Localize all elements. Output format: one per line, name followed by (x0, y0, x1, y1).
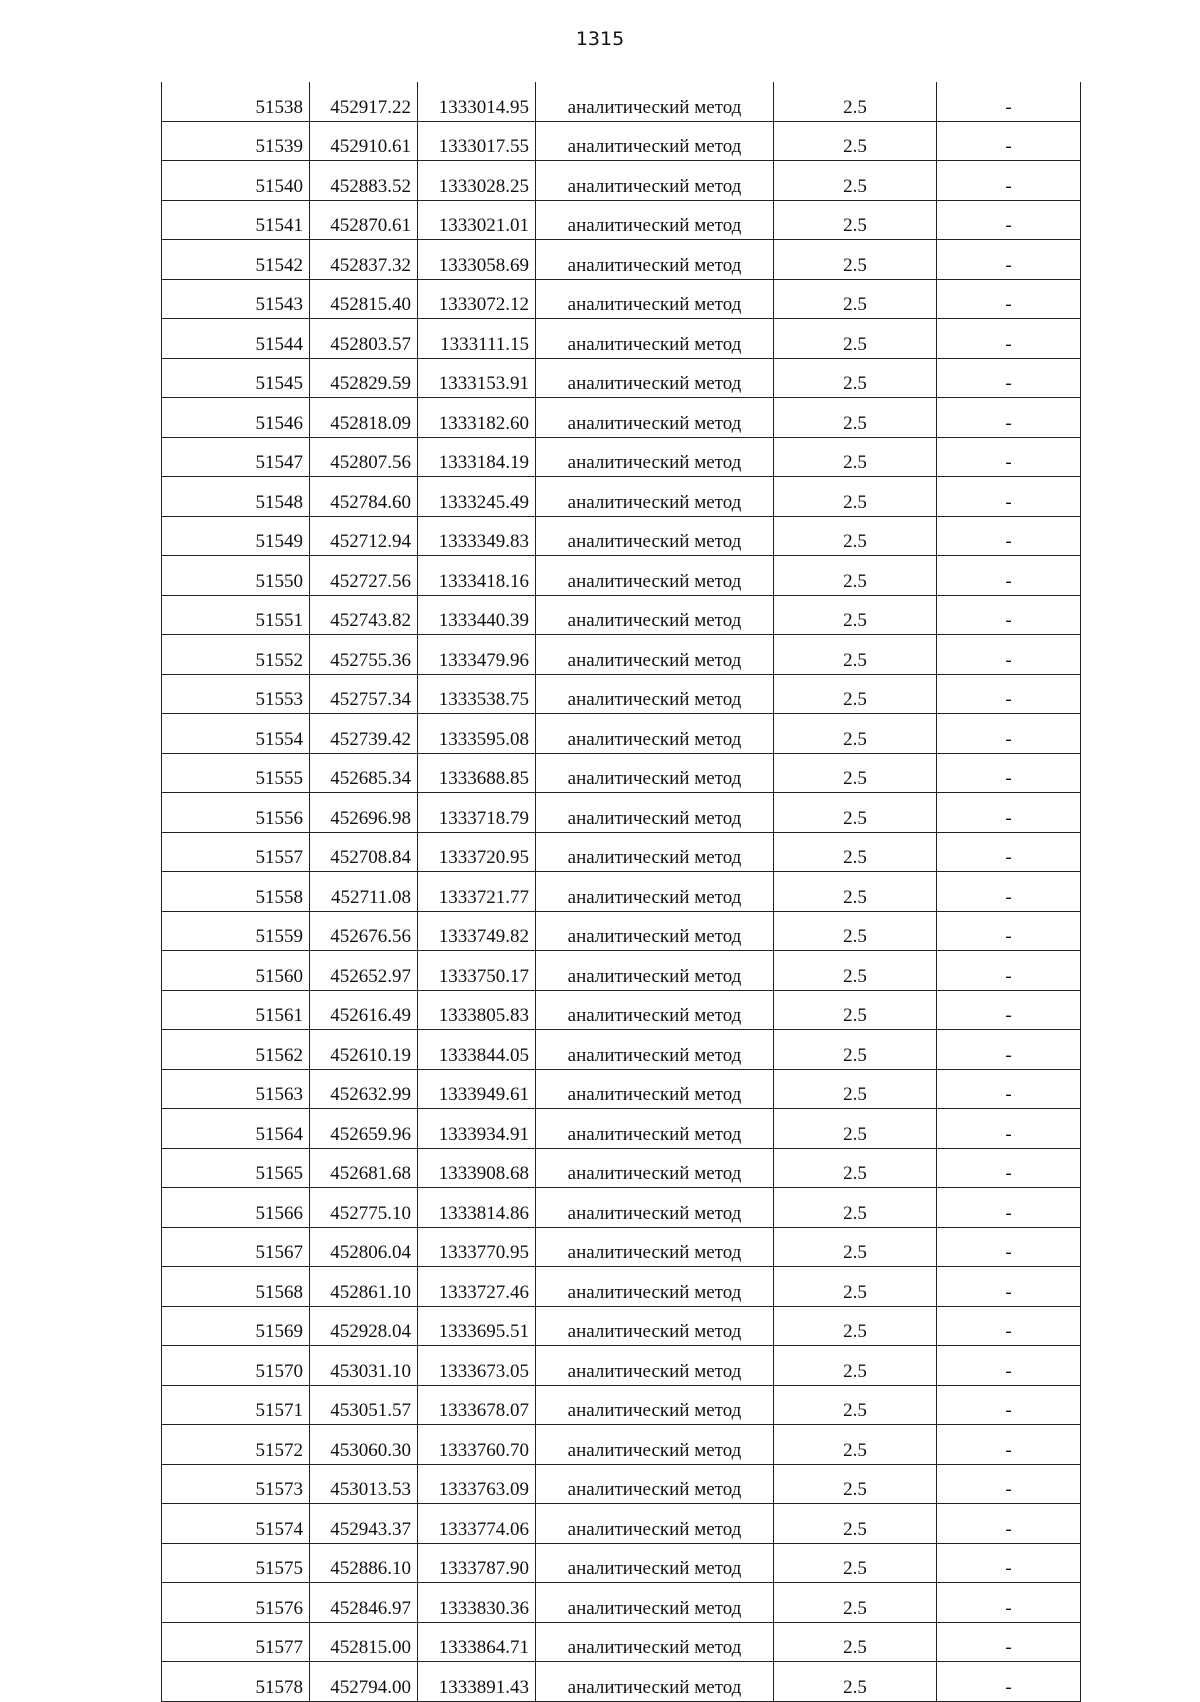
point-number-cell: 51540 (162, 161, 310, 201)
point-number-cell: 51567 (162, 1227, 310, 1267)
x-coordinate-cell: 452775.10 (310, 1188, 418, 1228)
table-row (162, 121, 1081, 161)
x-coordinate-cell: 452928.04 (310, 1306, 418, 1346)
y-coordinate-cell: 1333718.79 (418, 793, 536, 833)
table-row (162, 240, 1081, 280)
x-coordinate-cell: 452807.56 (310, 437, 418, 477)
x-coordinate-cell: 452659.96 (310, 1109, 418, 1149)
y-coordinate-cell: 1333721.77 (418, 872, 536, 912)
point-number-cell: 51569 (162, 1306, 310, 1346)
table-row (162, 1148, 1081, 1188)
y-coordinate-cell: 1333017.55 (418, 121, 536, 161)
method-cell: аналитический метод (536, 1069, 774, 1109)
y-coordinate-cell: 1333153.91 (418, 358, 536, 398)
note-cell: - (937, 911, 1081, 951)
point-number-cell: 51575 (162, 1543, 310, 1583)
method-cell: аналитический метод (536, 714, 774, 754)
point-number-cell: 51556 (162, 793, 310, 833)
note-cell: - (937, 595, 1081, 635)
method-cell: аналитический метод (536, 161, 774, 201)
method-cell: аналитический метод (536, 1227, 774, 1267)
x-coordinate-cell: 452743.82 (310, 595, 418, 635)
point-number-cell: 51547 (162, 437, 310, 477)
x-coordinate-cell: 452803.57 (310, 319, 418, 359)
x-coordinate-cell: 452685.34 (310, 753, 418, 793)
note-cell: - (937, 1109, 1081, 1149)
table-row (162, 319, 1081, 359)
accuracy-cell: 2.5 (774, 319, 937, 359)
method-cell: аналитический метод (536, 1267, 774, 1307)
y-coordinate-cell: 1333830.36 (418, 1583, 536, 1623)
note-cell: - (937, 753, 1081, 793)
note-cell: - (937, 1267, 1081, 1307)
page-number: 1315 (575, 28, 625, 50)
y-coordinate-cell: 1333695.51 (418, 1306, 536, 1346)
x-coordinate-cell: 453031.10 (310, 1346, 418, 1386)
table-row (162, 556, 1081, 596)
accuracy-cell: 2.5 (774, 1188, 937, 1228)
method-cell: аналитический метод (536, 753, 774, 793)
point-number-cell: 51557 (162, 832, 310, 872)
point-number-cell: 51544 (162, 319, 310, 359)
accuracy-cell: 2.5 (774, 753, 937, 793)
note-cell: - (937, 477, 1081, 517)
table-row (162, 1109, 1081, 1149)
y-coordinate-cell: 1333418.16 (418, 556, 536, 596)
note-cell: - (937, 279, 1081, 319)
x-coordinate-cell: 452757.34 (310, 674, 418, 714)
accuracy-cell: 2.5 (774, 1504, 937, 1544)
x-coordinate-cell: 453060.30 (310, 1425, 418, 1465)
point-number-cell: 51546 (162, 398, 310, 438)
x-coordinate-cell: 452870.61 (310, 200, 418, 240)
accuracy-cell: 2.5 (774, 911, 937, 951)
method-cell: аналитический метод (536, 595, 774, 635)
accuracy-cell: 2.5 (774, 674, 937, 714)
y-coordinate-cell: 1333021.01 (418, 200, 536, 240)
note-cell: - (937, 1662, 1081, 1702)
table-row (162, 516, 1081, 556)
accuracy-cell: 2.5 (774, 1346, 937, 1386)
point-number-cell: 51553 (162, 674, 310, 714)
accuracy-cell: 2.5 (774, 161, 937, 201)
accuracy-cell: 2.5 (774, 1109, 937, 1149)
accuracy-cell: 2.5 (774, 437, 937, 477)
table-row (162, 1267, 1081, 1307)
table-row (162, 1464, 1081, 1504)
method-cell: аналитический метод (536, 990, 774, 1030)
y-coordinate-cell: 1333349.83 (418, 516, 536, 556)
x-coordinate-cell: 452818.09 (310, 398, 418, 438)
table-row (162, 398, 1081, 438)
accuracy-cell: 2.5 (774, 477, 937, 517)
table-row (162, 714, 1081, 754)
table-row (162, 832, 1081, 872)
note-cell: - (937, 714, 1081, 754)
method-cell: аналитический метод (536, 1425, 774, 1465)
point-number-cell: 51539 (162, 121, 310, 161)
method-cell: аналитический метод (536, 951, 774, 991)
point-number-cell: 51572 (162, 1425, 310, 1465)
table-row (162, 82, 1081, 121)
table-row (162, 477, 1081, 517)
point-number-cell: 51554 (162, 714, 310, 754)
table-row (162, 200, 1081, 240)
x-coordinate-cell: 452910.61 (310, 121, 418, 161)
x-coordinate-cell: 452610.19 (310, 1030, 418, 1070)
note-cell: - (937, 358, 1081, 398)
x-coordinate-cell: 453013.53 (310, 1464, 418, 1504)
accuracy-cell: 2.5 (774, 556, 937, 596)
method-cell: аналитический метод (536, 1543, 774, 1583)
y-coordinate-cell: 1333864.71 (418, 1622, 536, 1662)
table-row (162, 279, 1081, 319)
x-coordinate-cell: 452696.98 (310, 793, 418, 833)
y-coordinate-cell: 1333774.06 (418, 1504, 536, 1544)
table-row (162, 1227, 1081, 1267)
accuracy-cell: 2.5 (774, 1227, 937, 1267)
y-coordinate-cell: 1333479.96 (418, 635, 536, 675)
table-row (162, 1069, 1081, 1109)
method-cell: аналитический метод (536, 1188, 774, 1228)
point-number-cell: 51545 (162, 358, 310, 398)
point-number-cell: 51542 (162, 240, 310, 280)
x-coordinate-cell: 452652.97 (310, 951, 418, 991)
table-row (162, 1346, 1081, 1386)
table-row (162, 1425, 1081, 1465)
accuracy-cell: 2.5 (774, 516, 937, 556)
note-cell: - (937, 1346, 1081, 1386)
x-coordinate-cell: 452755.36 (310, 635, 418, 675)
note-cell: - (937, 1425, 1081, 1465)
point-number-cell: 51543 (162, 279, 310, 319)
note-cell: - (937, 1148, 1081, 1188)
table-row (162, 437, 1081, 477)
accuracy-cell: 2.5 (774, 595, 937, 635)
method-cell: аналитический метод (536, 240, 774, 280)
y-coordinate-cell: 1333760.70 (418, 1425, 536, 1465)
table-row (162, 753, 1081, 793)
method-cell: аналитический метод (536, 477, 774, 517)
x-coordinate-cell: 452815.00 (310, 1622, 418, 1662)
y-coordinate-cell: 1333014.95 (418, 82, 536, 121)
y-coordinate-cell: 1333805.83 (418, 990, 536, 1030)
y-coordinate-cell: 1333949.61 (418, 1069, 536, 1109)
note-cell: - (937, 121, 1081, 161)
point-number-cell: 51571 (162, 1385, 310, 1425)
table-row (162, 1583, 1081, 1623)
x-coordinate-cell: 452846.97 (310, 1583, 418, 1623)
method-cell: аналитический метод (536, 1148, 774, 1188)
y-coordinate-cell: 1333673.05 (418, 1346, 536, 1386)
point-number-cell: 51548 (162, 477, 310, 517)
note-cell: - (937, 793, 1081, 833)
point-number-cell: 51538 (162, 82, 310, 121)
accuracy-cell: 2.5 (774, 358, 937, 398)
table-row (162, 911, 1081, 951)
note-cell: - (937, 556, 1081, 596)
x-coordinate-cell: 452711.08 (310, 872, 418, 912)
accuracy-cell: 2.5 (774, 279, 937, 319)
point-number-cell: 51574 (162, 1504, 310, 1544)
accuracy-cell: 2.5 (774, 1464, 937, 1504)
note-cell: - (937, 516, 1081, 556)
accuracy-cell: 2.5 (774, 1267, 937, 1307)
point-number-cell: 51573 (162, 1464, 310, 1504)
accuracy-cell: 2.5 (774, 1385, 937, 1425)
y-coordinate-cell: 1333844.05 (418, 1030, 536, 1070)
y-coordinate-cell: 1333891.43 (418, 1662, 536, 1702)
note-cell: - (937, 1583, 1081, 1623)
y-coordinate-cell: 1333182.60 (418, 398, 536, 438)
x-coordinate-cell: 452815.40 (310, 279, 418, 319)
accuracy-cell: 2.5 (774, 990, 937, 1030)
y-coordinate-cell: 1333184.19 (418, 437, 536, 477)
y-coordinate-cell: 1333770.95 (418, 1227, 536, 1267)
accuracy-cell: 2.5 (774, 121, 937, 161)
note-cell: - (937, 200, 1081, 240)
y-coordinate-cell: 1333678.07 (418, 1385, 536, 1425)
table-row (162, 635, 1081, 675)
method-cell: аналитический метод (536, 674, 774, 714)
accuracy-cell: 2.5 (774, 832, 937, 872)
point-number-cell: 51566 (162, 1188, 310, 1228)
accuracy-cell: 2.5 (774, 1425, 937, 1465)
point-number-cell: 51570 (162, 1346, 310, 1386)
point-number-cell: 51550 (162, 556, 310, 596)
point-number-cell: 51541 (162, 200, 310, 240)
table-row (162, 358, 1081, 398)
accuracy-cell: 2.5 (774, 951, 937, 991)
table-row (162, 1662, 1081, 1702)
y-coordinate-cell: 1333688.85 (418, 753, 536, 793)
method-cell: аналитический метод (536, 1662, 774, 1702)
method-cell: аналитический метод (536, 1622, 774, 1662)
x-coordinate-cell: 453051.57 (310, 1385, 418, 1425)
accuracy-cell: 2.5 (774, 1543, 937, 1583)
note-cell: - (937, 1030, 1081, 1070)
accuracy-cell: 2.5 (774, 1583, 937, 1623)
note-cell: - (937, 240, 1081, 280)
table-row (162, 1306, 1081, 1346)
method-cell: аналитический метод (536, 911, 774, 951)
point-number-cell: 51549 (162, 516, 310, 556)
point-number-cell: 51559 (162, 911, 310, 951)
y-coordinate-cell: 1333072.12 (418, 279, 536, 319)
y-coordinate-cell: 1333720.95 (418, 832, 536, 872)
table-row (162, 990, 1081, 1030)
accuracy-cell: 2.5 (774, 872, 937, 912)
table-row (162, 793, 1081, 833)
accuracy-cell: 2.5 (774, 1030, 937, 1070)
note-cell: - (937, 398, 1081, 438)
accuracy-cell: 2.5 (774, 398, 937, 438)
accuracy-cell: 2.5 (774, 1662, 937, 1702)
note-cell: - (937, 872, 1081, 912)
y-coordinate-cell: 1333763.09 (418, 1464, 536, 1504)
x-coordinate-cell: 452681.68 (310, 1148, 418, 1188)
method-cell: аналитический метод (536, 121, 774, 161)
method-cell: аналитический метод (536, 1385, 774, 1425)
y-coordinate-cell: 1333749.82 (418, 911, 536, 951)
method-cell: аналитический метод (536, 1346, 774, 1386)
accuracy-cell: 2.5 (774, 240, 937, 280)
table-row (162, 1622, 1081, 1662)
x-coordinate-cell: 452739.42 (310, 714, 418, 754)
x-coordinate-cell: 452784.60 (310, 477, 418, 517)
y-coordinate-cell: 1333245.49 (418, 477, 536, 517)
y-coordinate-cell: 1333814.86 (418, 1188, 536, 1228)
table-row (162, 674, 1081, 714)
y-coordinate-cell: 1333538.75 (418, 674, 536, 714)
accuracy-cell: 2.5 (774, 1622, 937, 1662)
x-coordinate-cell: 452632.99 (310, 1069, 418, 1109)
point-number-cell: 51558 (162, 872, 310, 912)
x-coordinate-cell: 452943.37 (310, 1504, 418, 1544)
method-cell: аналитический метод (536, 82, 774, 121)
accuracy-cell: 2.5 (774, 635, 937, 675)
point-number-cell: 51565 (162, 1148, 310, 1188)
method-cell: аналитический метод (536, 200, 774, 240)
method-cell: аналитический метод (536, 279, 774, 319)
y-coordinate-cell: 1333595.08 (418, 714, 536, 754)
point-number-cell: 51551 (162, 595, 310, 635)
point-number-cell: 51555 (162, 753, 310, 793)
note-cell: - (937, 951, 1081, 991)
point-number-cell: 51564 (162, 1109, 310, 1149)
accuracy-cell: 2.5 (774, 1069, 937, 1109)
note-cell: - (937, 674, 1081, 714)
y-coordinate-cell: 1333908.68 (418, 1148, 536, 1188)
method-cell: аналитический метод (536, 1583, 774, 1623)
y-coordinate-cell: 1333440.39 (418, 595, 536, 635)
accuracy-cell: 2.5 (774, 200, 937, 240)
method-cell: аналитический метод (536, 556, 774, 596)
table-row (162, 1504, 1081, 1544)
note-cell: - (937, 1227, 1081, 1267)
note-cell: - (937, 1306, 1081, 1346)
table-row (162, 161, 1081, 201)
note-cell: - (937, 1543, 1081, 1583)
x-coordinate-cell: 452837.32 (310, 240, 418, 280)
method-cell: аналитический метод (536, 872, 774, 912)
note-cell: - (937, 1385, 1081, 1425)
note-cell: - (937, 161, 1081, 201)
table-row (162, 872, 1081, 912)
table-row (162, 1385, 1081, 1425)
point-number-cell: 51552 (162, 635, 310, 675)
method-cell: аналитический метод (536, 1306, 774, 1346)
accuracy-cell: 2.5 (774, 82, 937, 121)
note-cell: - (937, 1622, 1081, 1662)
y-coordinate-cell: 1333750.17 (418, 951, 536, 991)
note-cell: - (937, 319, 1081, 359)
y-coordinate-cell: 1333727.46 (418, 1267, 536, 1307)
x-coordinate-cell: 452676.56 (310, 911, 418, 951)
x-coordinate-cell: 452886.10 (310, 1543, 418, 1583)
x-coordinate-cell: 452883.52 (310, 161, 418, 201)
coordinates-table (161, 82, 1081, 1702)
y-coordinate-cell: 1333058.69 (418, 240, 536, 280)
method-cell: аналитический метод (536, 832, 774, 872)
x-coordinate-cell: 452917.22 (310, 82, 418, 121)
method-cell: аналитический метод (536, 793, 774, 833)
table-row (162, 1030, 1081, 1070)
y-coordinate-cell: 1333028.25 (418, 161, 536, 201)
y-coordinate-cell: 1333934.91 (418, 1109, 536, 1149)
y-coordinate-cell: 1333111.15 (418, 319, 536, 359)
note-cell: - (937, 82, 1081, 121)
accuracy-cell: 2.5 (774, 1148, 937, 1188)
note-cell: - (937, 1464, 1081, 1504)
point-number-cell: 51577 (162, 1622, 310, 1662)
method-cell: аналитический метод (536, 1109, 774, 1149)
x-coordinate-cell: 452616.49 (310, 990, 418, 1030)
method-cell: аналитический метод (536, 1504, 774, 1544)
accuracy-cell: 2.5 (774, 1306, 937, 1346)
x-coordinate-cell: 452861.10 (310, 1267, 418, 1307)
point-number-cell: 51560 (162, 951, 310, 991)
table-row (162, 595, 1081, 635)
method-cell: аналитический метод (536, 516, 774, 556)
method-cell: аналитический метод (536, 437, 774, 477)
point-number-cell: 51562 (162, 1030, 310, 1070)
note-cell: - (937, 1188, 1081, 1228)
note-cell: - (937, 635, 1081, 675)
point-number-cell: 51568 (162, 1267, 310, 1307)
method-cell: аналитический метод (536, 1030, 774, 1070)
y-coordinate-cell: 1333787.90 (418, 1543, 536, 1583)
point-number-cell: 51561 (162, 990, 310, 1030)
accuracy-cell: 2.5 (774, 793, 937, 833)
x-coordinate-cell: 452712.94 (310, 516, 418, 556)
note-cell: - (937, 832, 1081, 872)
note-cell: - (937, 437, 1081, 477)
x-coordinate-cell: 452829.59 (310, 358, 418, 398)
x-coordinate-cell: 452794.00 (310, 1662, 418, 1702)
point-number-cell: 51578 (162, 1662, 310, 1702)
x-coordinate-cell: 452727.56 (310, 556, 418, 596)
method-cell: аналитический метод (536, 398, 774, 438)
x-coordinate-cell: 452806.04 (310, 1227, 418, 1267)
table-row (162, 1188, 1081, 1228)
note-cell: - (937, 1504, 1081, 1544)
method-cell: аналитический метод (536, 358, 774, 398)
table-row (162, 1543, 1081, 1583)
table-row (162, 951, 1081, 991)
method-cell: аналитический метод (536, 635, 774, 675)
x-coordinate-cell: 452708.84 (310, 832, 418, 872)
table-body (162, 82, 1081, 1701)
method-cell: аналитический метод (536, 319, 774, 359)
point-number-cell: 51576 (162, 1583, 310, 1623)
method-cell: аналитический метод (536, 1464, 774, 1504)
accuracy-cell: 2.5 (774, 714, 937, 754)
point-number-cell: 51563 (162, 1069, 310, 1109)
note-cell: - (937, 1069, 1081, 1109)
note-cell: - (937, 990, 1081, 1030)
